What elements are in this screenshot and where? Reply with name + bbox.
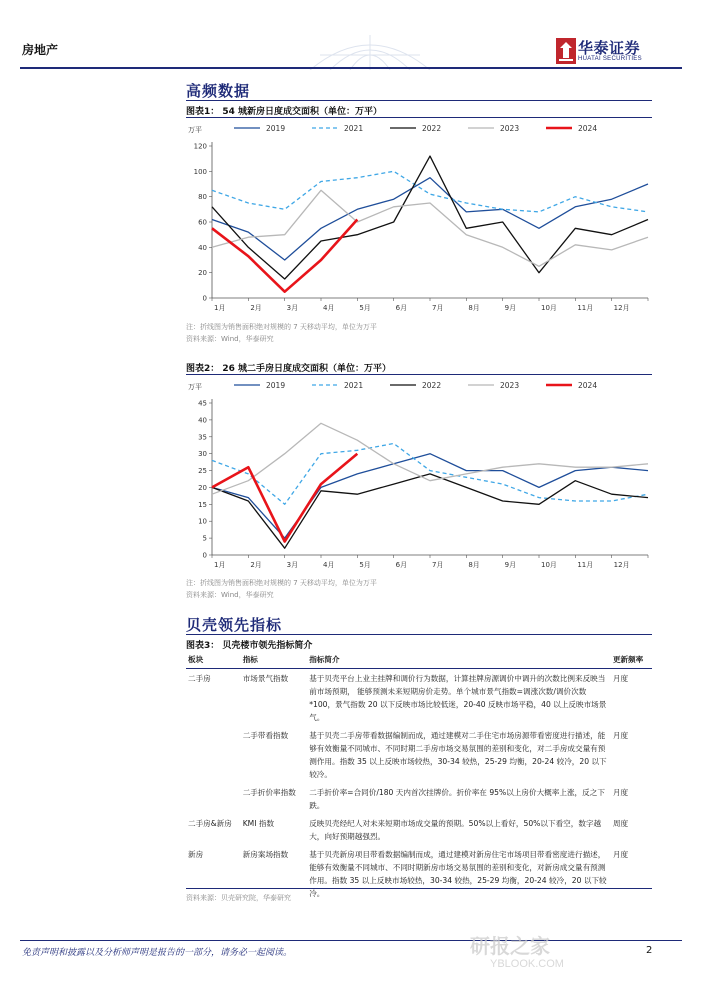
legend-label: 2021 <box>344 124 364 133</box>
legend-label: 2019 <box>266 124 286 133</box>
x-tick-label: 7月 <box>432 304 444 312</box>
cell-indicator: 二手折价率指数 <box>242 788 296 797</box>
cell-frequency: 月度 <box>612 850 629 859</box>
x-tick-label: 10月 <box>541 304 557 312</box>
cell-sector: 新房 <box>188 850 204 859</box>
table-row <box>186 726 652 783</box>
section-title-high-frequency: 高频数据 <box>186 82 251 100</box>
y-tick-label: 40 <box>198 416 207 425</box>
y-tick-label: 40 <box>198 243 207 252</box>
table-header: 指标简介 <box>307 654 611 669</box>
series-line-2022 <box>212 474 648 548</box>
x-tick-label: 8月 <box>468 561 480 569</box>
x-tick-label: 11月 <box>577 304 594 312</box>
y-tick-label: 15 <box>198 500 207 509</box>
y-tick-label: 45 <box>198 399 207 408</box>
table-row <box>186 669 652 727</box>
chart-second-hand-sales <box>186 375 652 577</box>
table-header-row <box>186 654 652 669</box>
cell-frequency: 月度 <box>612 788 629 797</box>
y-tick-label: 10 <box>198 517 207 526</box>
legend-item-2024 <box>546 381 597 390</box>
cell-indicator: 二手带看指数 <box>242 731 289 740</box>
y-tick-label: 0 <box>202 294 207 303</box>
y-tick-label: 30 <box>198 450 207 459</box>
y-tick-label: 20 <box>198 269 207 278</box>
x-tick-label: 4月 <box>323 561 335 569</box>
figure3-title: 图表3： 贝壳楼市领先指标简介 <box>186 641 313 651</box>
x-tick-label: 2月 <box>250 304 262 312</box>
y-tick-label: 120 <box>193 142 207 151</box>
cell-sector: 二手房 <box>188 674 211 683</box>
x-tick-label: 11月 <box>577 561 594 569</box>
table-header: 指标 <box>241 654 308 669</box>
chart-new-home-sales <box>186 118 652 320</box>
figure3-source: 资料来源：贝壳研究院，华泰研究 <box>186 894 291 902</box>
y-tick-label: 20 <box>198 483 207 492</box>
cell-indicator: 市场景气指数 <box>242 674 289 683</box>
legend-item-2022 <box>390 124 441 133</box>
cell-description: 反映贝壳经纪人对未来短期市场成交量的预期。50%以上看好，50%以下看空，数字越大，向好预期越强烈。 <box>309 819 602 841</box>
sector-label: 房地产 <box>22 43 59 57</box>
header-globe-watermark <box>300 30 440 70</box>
x-tick-label: 5月 <box>359 561 371 569</box>
cell-frequency: 周度 <box>612 819 629 828</box>
footer-disclaimer: 免责声明和披露以及分析师声明是报告的一部分，请务必一起阅读。 <box>22 948 293 958</box>
cell-description: 基于贝壳平台上业主挂牌和调价行为数据，计算挂牌房源调价中调升的次数比例来反映当前市场预期， 能够预测未来短期房价走势。单个城市景气指数=调涨次数/调价次数*100，景气指数 20 以下反映市场比较低迷，20-40 反映市场平稳，40 以上反映市场景气。 <box>309 674 607 722</box>
legend-label: 2022 <box>422 124 442 133</box>
x-tick-label: 3月 <box>286 561 299 569</box>
footer-divider <box>20 940 682 941</box>
legend-label: 2022 <box>422 381 442 390</box>
cell-sector <box>186 726 241 783</box>
section-rule <box>186 100 652 101</box>
table-header: 更新频率 <box>611 654 652 669</box>
x-tick-label: 10月 <box>541 561 557 569</box>
x-tick-label: 12月 <box>613 304 630 312</box>
x-tick-label: 9月 <box>504 561 517 569</box>
figure2-note: 注：折线图为销售面积绝对规模的 7 天移动平均，单位为万平 <box>186 579 377 587</box>
legend-item-2022 <box>390 381 441 390</box>
legend-label: 2023 <box>500 381 520 390</box>
cell-description: 基于贝壳新房项目带看数据编制而成，通过建模对新房住宅市场项目带看密度进行描述，能够有效衡量不同城市、不同时期新房市场交易氛围的差别和变化，对新房成交量有预测作用。指数 35 以上反映市场较热，30-34 较热，25-29 均衡，20-24 较冷，20 以下较冷。 <box>309 850 607 898</box>
y-tick-label: 35 <box>198 433 207 442</box>
legend-item-2019 <box>234 124 285 133</box>
y-tick-label: 0 <box>202 551 207 560</box>
y-tick-label: 100 <box>193 167 207 176</box>
huatai-logo-icon <box>556 38 576 64</box>
cell-frequency: 月度 <box>612 674 629 683</box>
legend-label: 2024 <box>578 381 598 390</box>
y-tick-label: 25 <box>198 467 207 476</box>
y-unit-label: 万平 <box>188 383 202 391</box>
cell-sector: 二手房&新房 <box>188 819 232 828</box>
legend-item-2023 <box>468 124 519 133</box>
table-header: 板块 <box>186 654 241 669</box>
table-row <box>186 814 652 845</box>
x-tick-label: 9月 <box>504 304 517 312</box>
legend-item-2024 <box>546 124 597 133</box>
x-tick-label: 6月 <box>395 304 408 312</box>
x-tick-label: 4月 <box>323 304 335 312</box>
table-row <box>186 783 652 814</box>
x-tick-label: 1月 <box>214 304 226 312</box>
header-divider <box>20 67 682 69</box>
figure2-title: 图表2： 26 城二手房日度成交面积（单位：万平） <box>186 364 392 374</box>
logo-subtitle: HUATAI SECURITIES <box>578 56 642 62</box>
cell-description: 基于贝壳二手房带看数据编制而成，通过建模对二手住宅市场房源带看密度进行描述，能够有效衡量不同城市、不同时期二手房市场交易氛围的差别和变化，对二手房成交量有预测作用。指数 35 以上反映市场较热，30-34 较热，25-29 均衡，20-24 较冷，20 以下较冷。 <box>309 731 607 779</box>
legend-label: 2024 <box>578 124 598 133</box>
cell-indicator: 新房案场指数 <box>242 850 289 859</box>
x-tick-label: 5月 <box>359 304 371 312</box>
cell-sector <box>186 783 241 814</box>
figure2-source: 资料来源：Wind，华泰研究 <box>186 591 274 599</box>
y-tick-label: 80 <box>198 193 207 202</box>
cell-frequency: 月度 <box>612 731 629 740</box>
figure1-note: 注：折线图为销售面积绝对规模的 7 天移动平均，单位为万平 <box>186 323 377 331</box>
series-line-2022 <box>212 156 648 279</box>
x-tick-label: 8月 <box>468 304 480 312</box>
y-tick-label: 5 <box>202 534 207 543</box>
x-tick-label: 12月 <box>613 561 630 569</box>
page-number: 2 <box>646 945 653 956</box>
legend-item-2021 <box>312 124 363 133</box>
legend-item-2019 <box>234 381 285 390</box>
cell-indicator: KMI 指数 <box>242 819 275 828</box>
table-end-rule <box>186 888 652 889</box>
y-tick-label: 60 <box>198 218 207 227</box>
x-tick-label: 2月 <box>250 561 262 569</box>
figure1-title: 图表1： 54 城新房日度成交面积（单位：万平） <box>186 107 383 117</box>
cell-description: 二手折价率=合同价/180 天内首次挂牌价。折价率在 95%以上房价大概率上涨，反之下跌。 <box>309 788 605 810</box>
x-tick-label: 6月 <box>395 561 408 569</box>
legend-item-2023 <box>468 381 519 390</box>
section-rule <box>186 634 652 635</box>
watermark-text: 研报之家 <box>470 934 550 958</box>
series-line-2019 <box>212 178 648 260</box>
indicator-table <box>186 654 652 902</box>
x-tick-label: 7月 <box>432 561 444 569</box>
legend-item-2021 <box>312 381 363 390</box>
legend-label: 2023 <box>500 124 520 133</box>
y-unit-label: 万平 <box>188 126 202 134</box>
x-tick-label: 3月 <box>286 304 299 312</box>
watermark-url: YBLOOK.COM <box>490 958 564 970</box>
legend-label: 2019 <box>266 381 286 390</box>
figure1-source: 资料来源：Wind，华泰研究 <box>186 335 274 343</box>
logo-text: 华泰证券 <box>578 39 641 57</box>
x-tick-label: 1月 <box>214 561 226 569</box>
section-title-beike: 贝壳领先指标 <box>186 616 283 634</box>
series-line-2024 <box>212 454 357 542</box>
legend-label: 2021 <box>344 381 364 390</box>
